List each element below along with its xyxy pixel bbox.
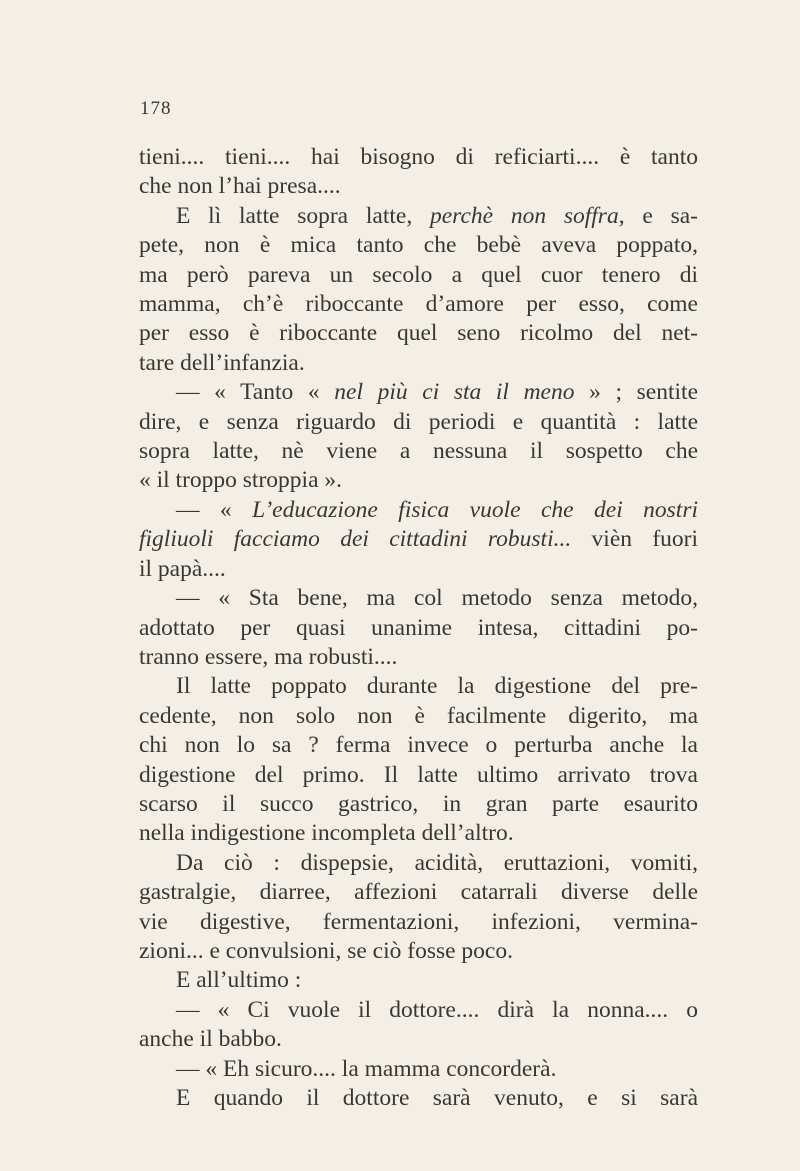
text-segment: mamma, ch’è riboccante d’amore per esso, come [139,291,698,318]
text-segment: — « Tanto « [176,379,335,406]
text-segment: E quando il dottore sarà venuto, e si sarà [176,1085,698,1111]
text-segment: tranno essere, ma robusti.... [139,643,398,670]
text-line [139,702,698,731]
italic-text: perchè non soffra [429,202,619,229]
page-number: 178 [140,98,172,119]
text-segment: — « Ci vuole il dottore.... dirà la nonna.... o [176,996,698,1023]
text-segment: nella indigestione incompleta dell’altro. [139,820,514,847]
text-segment: zioni... e convulsioni, se ciò fosse poco. [139,937,513,964]
italic-text: nel più ci sta il meno [334,379,575,406]
text-segment: dire, e senza riguardo di periodi e quantità : latte [139,408,698,435]
text-line [139,584,698,613]
text-segment: » ; sentite [574,379,699,406]
text-segment: Il latte poppato durante la digestione del pre- [176,673,698,700]
text-line [139,466,698,495]
text-line [139,319,698,348]
text-segment: ma però pareva un secolo a quel cuor tenero di [139,261,698,288]
text-segment: — « Eh sicuro.... la mamma concorderà. [176,1055,557,1082]
text-segment: anche il babbo. [139,1026,282,1053]
text-segment: — « Sta bene, ma col metodo senza metodo, [176,585,698,612]
text-segment: scarso il succo gastrico, in gran parte esaurito [139,790,698,817]
text-segment: gastralgie, diarree, affezioni catarrali diverse delle [139,879,698,906]
text-line [139,408,698,437]
text-line [139,819,698,848]
text-segment: , e sa- [618,202,698,229]
text-line [139,937,698,966]
text-line [139,966,698,995]
text-segment: che non l’hai presa.... [139,173,341,200]
text-line [139,349,698,378]
text-line [139,555,698,584]
text-line [139,231,698,260]
text-segment: E all’ultimo : [176,967,302,994]
text-segment: vièn fuori [571,526,699,553]
text-segment: « il troppo stroppia ». [139,467,342,494]
text-line [139,731,698,760]
text-line [139,908,698,937]
text-segment: — « [176,496,253,523]
text-line [139,643,698,672]
text-line [139,143,698,172]
text-line [139,849,698,878]
text-line [139,878,698,907]
text-line [139,496,698,525]
text-segment: chi non lo sa ? ferma invece o perturba anche la [139,732,698,759]
text-segment: il papà.... [139,555,226,582]
text-line [139,261,698,290]
text-line [139,437,698,466]
text-line [139,790,698,819]
text-line [139,1084,698,1113]
text-segment: adottato per quasi unanime intesa, cittadini po- [139,614,698,641]
text-segment: vie digestive, fermentazioni, infezioni, vermina- [139,908,698,935]
text-segment: tieni.... tieni.... hai bisogno di reficiarti.... è tanto [139,144,698,170]
text-line [139,996,698,1025]
text-line [139,1025,698,1054]
text-segment: per esso è riboccante quel seno ricolmo del net- [139,320,698,347]
italic-text: L’educazione fisica vuole che dei nostri [252,496,699,523]
text-segment: digestione del primo. Il latte ultimo arrivato trova [139,761,698,788]
text-segment: pete, non è mica tanto che bebè aveva poppato, [139,232,698,259]
body-text [139,143,698,1113]
text-line [139,525,698,554]
text-line [139,172,698,201]
text-line [139,672,698,701]
text-line [139,761,698,790]
text-line [139,614,698,643]
text-line [139,290,698,319]
text-line [139,378,698,407]
text-segment: Da ciò : dispepsie, acidità, eruttazioni, vomiti, [176,849,698,876]
text-segment: cedente, non solo non è facilmente digerito, ma [139,702,698,729]
italic-text: figliuoli facciamo dei cittadini robusti... [139,526,572,553]
text-line [139,202,698,231]
text-segment: tare dell’infanzia. [139,349,305,376]
text-line [139,1055,698,1084]
text-segment: sopra latte, nè viene a nessuna il sospetto che [139,438,698,465]
text-segment: E lì latte sopra latte, [176,202,430,229]
